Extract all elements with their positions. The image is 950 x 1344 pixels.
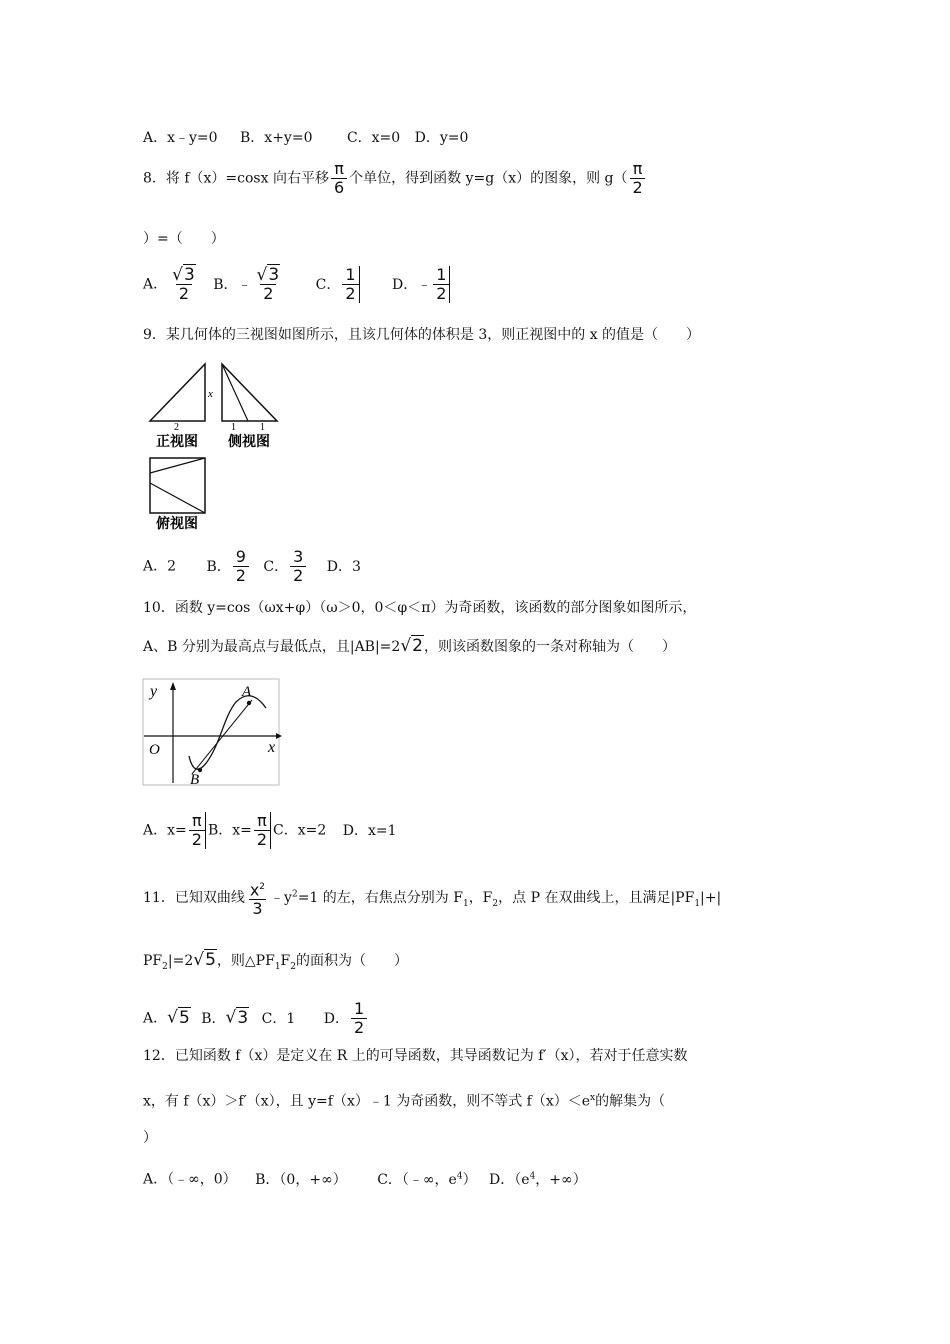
tangent-line [192,700,252,774]
side-view-triangle [222,364,277,421]
q10-option-a-value [189,812,206,849]
q8-c-den: 2 [345,284,356,303]
q9-option-c-value [290,548,306,585]
q11-f1-sub: 1 [462,898,469,909]
q8-shift-fraction [331,160,347,197]
q11-options [143,1000,369,1037]
q8-option-a-value: $\frac{√3}{2}$ [172,265,195,303]
top-view-caption: 俯视图 [156,517,198,532]
q11-line-2-e: 的面积为（ ） [296,953,408,969]
q11-fraction [247,878,268,918]
side-view-base-label-1: 1 [231,422,236,433]
top-view-rect [150,458,205,513]
q11-option-a-label: A． [143,1010,168,1027]
q8-arg-den: 2 [632,178,643,197]
front-view-x-label: x [208,388,213,400]
cosine-curve [189,696,266,769]
y-axis-label: y [150,683,158,700]
q9-option-c-label: C． [263,558,289,575]
q11-sqrt: √5 [193,950,216,970]
q8-shift-den: 6 [333,178,345,197]
q11-option-c: C．1 [261,1010,296,1027]
q8-option-b-value: $\frac{√3}{2}$ [256,265,280,303]
q10-b-den: 2 [256,830,268,849]
q11-line-2-sub2: 2 [290,961,296,972]
q10-line-2-end: ，则该函数图象的一条对称轴为（ ） [424,639,676,655]
x-axis-label: x [268,739,276,756]
q8-b-rad: 3 [268,265,280,285]
q11-line-2-c: ，则△PF [216,953,275,969]
q7-option-a: A．x﹣y=0 [143,130,218,146]
q12-c-end: ） [462,1171,477,1188]
q8-c-num: 1 [342,266,358,285]
q8-d-den: 2 [436,284,447,303]
q10-line-1: 10．函数 y=cos（ωx+φ）（ω＞0，0＜φ＜π）为奇函数，该函数的部分图象如图所示， [143,600,697,616]
q12-line-2-exp: x [590,1093,596,1103]
front-view-triangle [150,364,205,421]
q8-stem-end: ）=（ ） [143,231,225,247]
front-view-base-label: 2 [174,422,179,433]
q8-option-d-label: D．﹣ [392,276,432,293]
q12-option-a: A．（﹣∞，0） [143,1171,237,1188]
q11-d-den: 2 [353,1018,365,1037]
graph-frame [143,679,279,785]
q8-b-den: 2 [260,284,276,303]
q12-line-1: 12．已知函数 f（x）是定义在 R 上的可导函数，其导函数记为 f′（x），若对于任意实数 [143,1048,688,1064]
q8-option-b-label: B．﹣ [213,276,252,293]
q10-option-c: C．x=2 [273,822,327,839]
q9-option-a: A．2 [143,558,177,575]
q9-three-view-figure [140,356,290,536]
q11-stem-1c: ，点 P 在双曲线上，且满足|PF [498,890,695,907]
top-view-inner-lines [150,458,205,473]
q12-line-3: ） [143,1130,157,1146]
q12-d-exp: 4 [529,1171,536,1181]
q9-option-b-label: B． [206,558,231,575]
q8-options [143,266,452,303]
point-a-label: A [242,684,252,700]
q7-option-c: C．x=0 [346,130,401,146]
q11-option-a-value: √5 [167,1007,190,1028]
q11-num-label: 11．已知双曲线 [143,890,245,907]
q8-option-a-label: A． [143,276,168,293]
q9-option-b-value [233,548,249,585]
q9-options [143,548,361,585]
y-axis-arrow [170,682,176,690]
q8-d-num: 1 [433,266,449,285]
q12-line-2-start: x，有 f（x）＞f′（x），且 y=f（x）﹣1 为奇函数，则不等式 f（x）＜e [143,1093,591,1110]
q11-frac-den: 3 [249,899,265,918]
q10-rad: 2 [412,636,423,656]
point-b-label: B [190,772,200,788]
q8-option-c-label: C． [315,276,341,293]
q9-stem: 9．某几何体的三视图如图所示，且该几何体的体积是 3，则正视图中的 x 的值是（ ） [143,327,701,343]
q10-option-b-value [254,812,271,849]
q12-line-2 [143,1088,665,1112]
q8-option-c-value [342,266,359,303]
side-view-caption: 侧视图 [228,435,270,450]
q11-stem-1d: |+| [700,890,722,907]
q8-arg-fraction [630,160,646,197]
q12-d-start: D．（e [489,1171,530,1188]
q11-b-rad: 3 [237,1007,249,1028]
q11-frac-num-exp: 2 [259,882,266,892]
q11-line-2-b: |=2 [167,953,194,969]
point-a [247,701,251,705]
q11-sep: ，F [468,890,493,907]
q11-option-b-label: B． [201,1010,226,1027]
q10-option-a-label: A．x= [143,822,187,839]
q11-line-2-d: F [280,953,291,969]
q8-option-d-value [433,266,450,303]
q9-b-den: 2 [235,566,246,585]
side-view-inner-line [222,364,248,421]
origin-label: O [149,742,160,758]
q7-options [143,128,468,148]
q11-frac-num: x [249,880,260,900]
q11-line-2 [143,950,408,977]
q10-option-d: D．x=1 [342,822,397,839]
q11-stem-1-exp: 2 [291,889,298,900]
q10-a-den: 2 [191,830,202,849]
q11-stem-1b: =1 的左，右焦点分别为 F [297,890,463,907]
q11-option-d-value [351,1000,367,1037]
q11-line-1 [143,878,721,918]
q8-stem-start: 8．将 f（x）=cosx 向右平移 [143,170,329,187]
q11-line-2-sub1: 1 [274,961,281,972]
q12-option-d [489,1172,587,1188]
side-view-base-label-2: 1 [260,422,265,433]
q11-stem-1: ﹣y [270,890,292,907]
q11-f2-sub: 2 [492,898,499,909]
q12-line-2-end: 的解集为（ [595,1093,666,1110]
q9-b-num: 9 [233,548,249,567]
q10-option-b-label: B．x= [207,822,252,839]
q12-option-c [377,1172,476,1188]
q7-option-b: B．x+y=0 [240,130,313,146]
q10-sqrt: √2 [400,636,423,656]
q11-d-num: 1 [351,1000,367,1019]
q11-option-b-value: √3 [225,1007,249,1028]
q8-shift-num: π [331,160,347,179]
q10-graph-figure [142,678,282,788]
q10-b-num: π [254,812,270,831]
q10-a-num: π [189,812,205,831]
front-view-caption: 正视图 [156,435,198,450]
q10-line-2 [143,636,676,657]
q11-option-d-label: D． [323,1010,349,1027]
q7-option-d: D．y=0 [414,130,469,146]
q9-option-d: D．3 [326,558,361,575]
top-view-inner-lines-2 [150,483,205,513]
q11-a-rad: 5 [178,1007,190,1028]
q8-stem [143,160,648,197]
q8-arg-num: π [630,160,646,179]
q12-c-exp: 4 [456,1171,463,1181]
q11-line-2-rad: 5 [205,950,216,970]
q8-stem-mid: 个单位，得到函数 y=g（x）的图象，则 g（ [349,170,628,187]
q11-pf1-sub: 1 [694,898,701,909]
q8-a-den: 2 [176,284,192,303]
q11-line-2-sub: 2 [162,961,168,972]
q9-c-num: 3 [290,548,306,567]
q11-line-2-a: PF [143,953,163,969]
q12-c-start: C．（﹣∞，e [377,1171,457,1188]
q12-option-b: B．（0，+∞） [255,1171,347,1188]
q9-c-den: 2 [293,566,304,585]
q10-options [143,812,397,849]
q8-a-rad: 3 [183,265,195,285]
q10-line-2-start: A、B 分别为最高点与最低点，且|AB|=2 [143,639,401,655]
q12-options [143,1166,587,1190]
q12-d-end: ，+∞） [535,1171,587,1188]
